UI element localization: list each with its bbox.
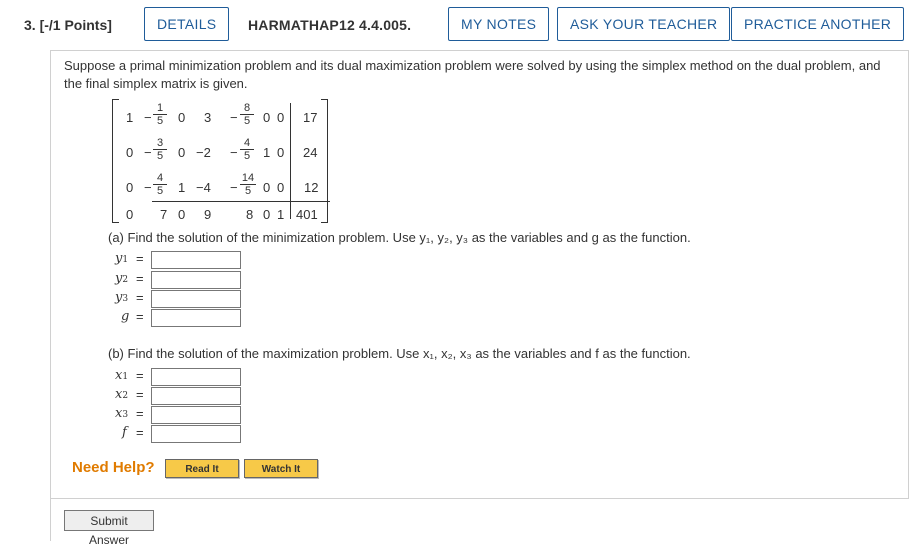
var-symbol: x [115, 406, 123, 421]
matrix-minus: − [230, 110, 238, 125]
equals-sign: = [136, 425, 144, 440]
matrix-minus: − [144, 110, 152, 125]
matrix-cell: 0 [277, 180, 285, 195]
var-subscript: 3 [122, 410, 129, 420]
matrix-cell: 1 [263, 145, 271, 160]
matrix-cell: 24 [303, 145, 318, 160]
matrix-cell: −4 [196, 180, 211, 195]
var-label [121, 309, 129, 324]
matrix-cell: 8 [246, 207, 254, 222]
matrix-cell: 7 [160, 207, 168, 222]
fraction-denominator: 5 [243, 150, 251, 162]
matrix-cell: 17 [303, 110, 318, 125]
var-symbol: y [115, 251, 123, 266]
var-subscript: 1 [122, 372, 129, 382]
var-symbol: x [115, 368, 123, 383]
equals-sign: = [136, 368, 144, 383]
var-label [115, 271, 128, 286]
matrix-cell: 0 [178, 110, 186, 125]
matrix-cell: 0 [126, 207, 134, 222]
equals-sign: = [136, 290, 144, 305]
ask-teacher-button[interactable]: ASK YOUR TEACHER [557, 7, 730, 41]
matrix-fraction [153, 103, 167, 127]
y2-input[interactable] [151, 271, 241, 289]
details-button[interactable]: DETAILS [144, 7, 229, 41]
fraction-numerator: 3 [153, 138, 167, 150]
x1-input[interactable] [151, 368, 241, 386]
var-label [115, 406, 128, 421]
var-subscript: 2 [122, 275, 129, 285]
var-subscript: 3 [122, 294, 129, 304]
f-input[interactable] [151, 425, 241, 443]
var-symbol: y [115, 271, 123, 286]
matrix-fraction [240, 138, 254, 162]
equals-sign: = [136, 251, 144, 266]
g-input[interactable] [151, 309, 241, 327]
problem-statement: Suppose a primal minimization problem and its dual maximization problem were solved by using the simplex method on the dual problem, and the final simplex matrix is given. [64, 58, 881, 91]
matrix-cell: 0 [263, 207, 271, 222]
matrix-cell: 0 [277, 145, 285, 160]
fraction-denominator: 5 [156, 185, 164, 197]
var-label [115, 251, 128, 266]
matrix-fraction [240, 173, 256, 197]
matrix-cell: 0 [126, 180, 134, 195]
fraction-numerator: 8 [240, 103, 254, 115]
submit-answer-button[interactable]: Submit Answer [64, 510, 154, 531]
read-it-button[interactable]: Read It [165, 459, 239, 478]
fraction-denominator: 5 [244, 185, 252, 197]
matrix-cell: −2 [196, 145, 211, 160]
matrix-cell: 3 [204, 110, 212, 125]
equals-sign: = [136, 387, 144, 402]
matrix-cell: 401 [296, 207, 318, 222]
var-symbol: y [115, 290, 123, 305]
x2-input[interactable] [151, 387, 241, 405]
fraction-denominator: 5 [156, 150, 164, 162]
fraction-numerator: 4 [240, 138, 254, 150]
watch-it-button[interactable]: Watch It [244, 459, 318, 478]
var-subscript: 2 [122, 391, 129, 401]
x3-input[interactable] [151, 406, 241, 424]
matrix-cell: 1 [277, 207, 285, 222]
matrix-minus: − [144, 145, 152, 160]
submit-area [50, 499, 909, 541]
matrix-cell: 0 [263, 110, 271, 125]
equals-sign: = [136, 309, 144, 324]
var-symbol: g [121, 309, 130, 324]
matrix-cell: 0 [178, 207, 186, 222]
y1-input[interactable] [151, 251, 241, 269]
var-label [115, 368, 128, 383]
var-subscript: 1 [122, 255, 129, 265]
equals-sign: = [136, 271, 144, 286]
fraction-denominator: 5 [243, 115, 251, 127]
fraction-numerator: 1 [153, 103, 167, 115]
matrix-minus: − [144, 180, 152, 195]
question-number: 3. [-/1 Points] [24, 17, 112, 33]
fraction-numerator: 4 [153, 173, 167, 185]
matrix-fraction [153, 138, 167, 162]
matrix-cell: 0 [126, 145, 134, 160]
matrix-fraction [153, 173, 167, 197]
var-symbol: x [115, 387, 123, 402]
equals-sign: = [136, 406, 144, 421]
matrix-cell: 0 [178, 145, 186, 160]
practice-another-button[interactable]: PRACTICE ANOTHER [731, 7, 904, 41]
fraction-denominator: 5 [156, 115, 164, 127]
y3-input[interactable] [151, 290, 241, 308]
matrix-objective-line [152, 201, 330, 202]
matrix-left-bracket [112, 99, 119, 223]
var-symbol: f [122, 425, 127, 440]
need-help-label: Need Help? [72, 459, 155, 476]
question-header [0, 0, 919, 50]
matrix-cell: 1 [178, 180, 186, 195]
matrix-cell: 9 [204, 207, 212, 222]
course-code: HARMATHAP12 4.4.005. [248, 17, 412, 33]
matrix-minus: − [230, 180, 238, 195]
matrix-cell: 1 [126, 110, 134, 125]
matrix-cell: 0 [277, 110, 285, 125]
var-label [115, 290, 128, 305]
part-b-prompt: (b) Find the solution of the maximization problem. Use x₁, x₂, x₃ as the variables and f as the function. [108, 346, 691, 361]
part-a-prompt: (a) Find the solution of the minimization problem. Use y₁, y₂, y₃ as the variables and g as the function. [108, 230, 691, 245]
var-label [115, 387, 128, 402]
matrix-right-bracket [321, 99, 328, 223]
var-label [122, 425, 127, 440]
matrix-cell: 0 [263, 180, 271, 195]
matrix-fraction [240, 103, 254, 127]
simplex-matrix [112, 99, 328, 223]
my-notes-button[interactable]: MY NOTES [448, 7, 549, 41]
matrix-minus: − [230, 145, 238, 160]
matrix-cell: 12 [304, 180, 319, 195]
fraction-numerator: 14 [241, 172, 255, 184]
